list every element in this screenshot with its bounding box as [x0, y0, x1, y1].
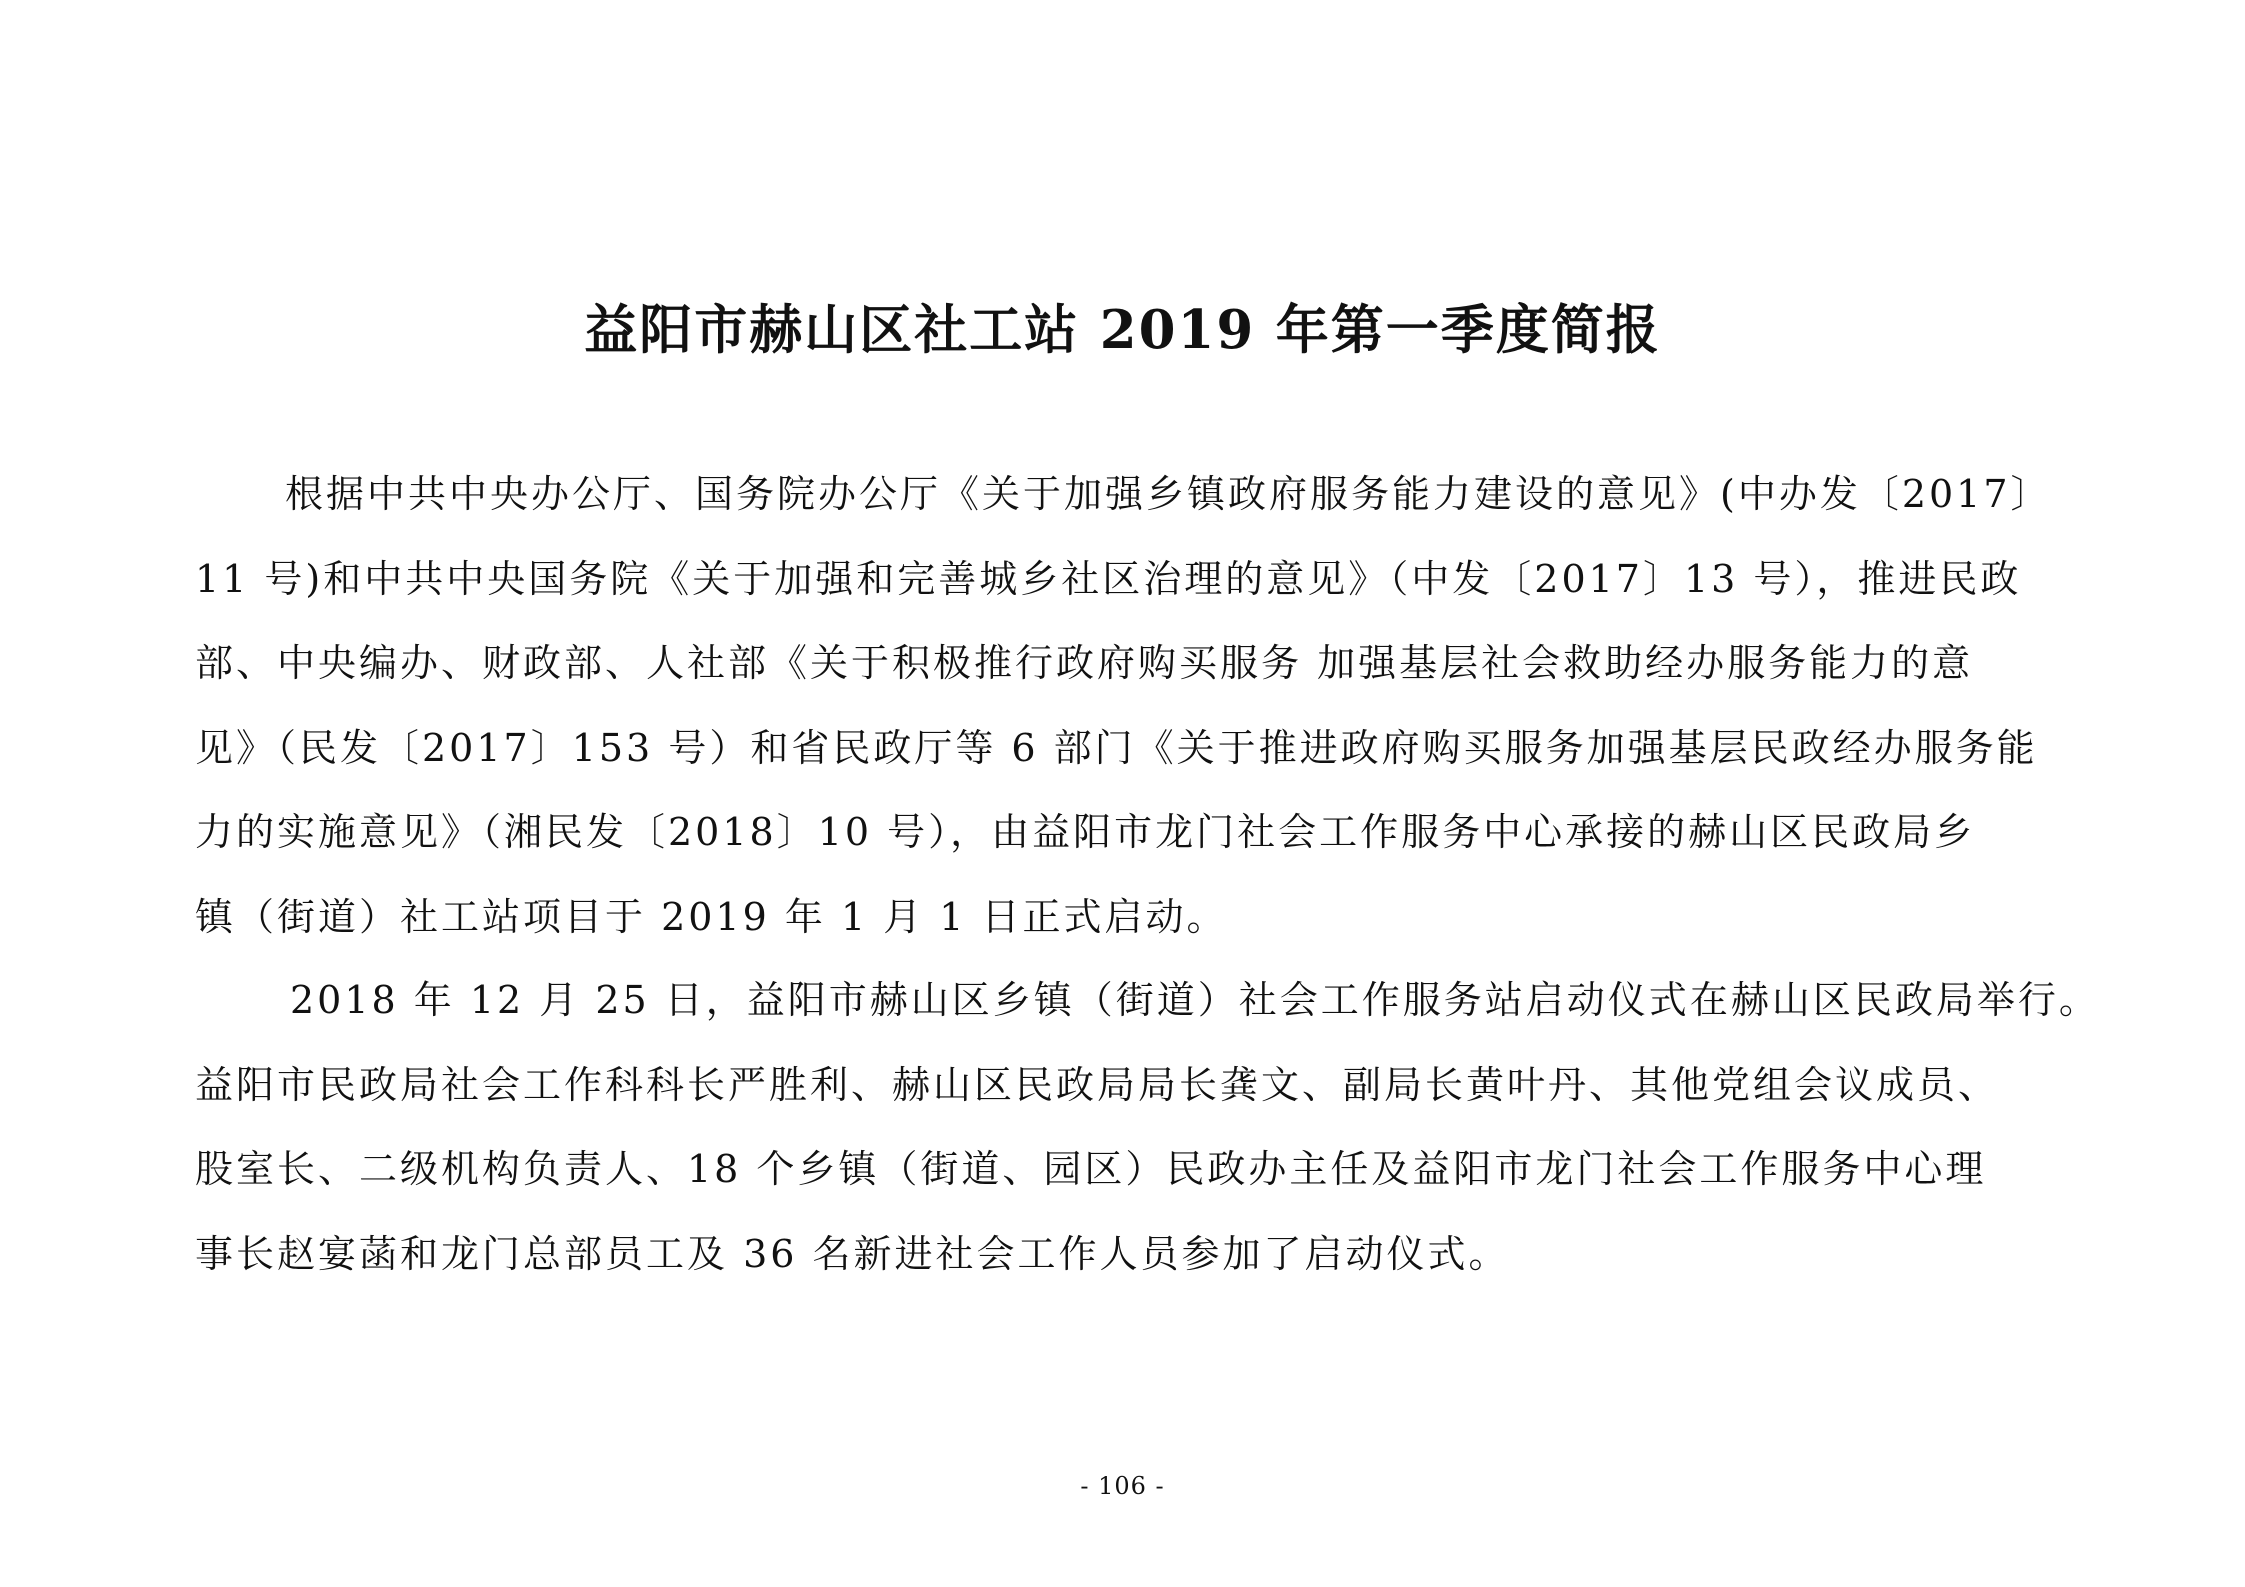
page-number: - 106 - — [1080, 1472, 1165, 1500]
paragraph-2-line-3: 股室长、二级机构负责人、18 个乡镇（街道、园区）民政办主任及益阳市龙门社会工作服务中心理 — [195, 1147, 1987, 1191]
paragraph-2 — [195, 958, 2100, 1296]
paragraph-1-line-3: 部、中央编办、财政部、人社部《关于积极推行政府购买服务 加强基层社会救助经办服务能力的意 — [195, 641, 1974, 685]
paragraph-2-line-2: 益阳市民政局社会工作科科长严胜利、赫山区民政局局长龚文、副局长黄叶丹、其他党组会议成员、 — [195, 1062, 2000, 1107]
paragraph-1-line-4: 见》（民发〔2017〕153 号）和省民政厅等 6 部门《关于推进政府购买服务加强基层民政经办服务能 — [195, 725, 2038, 770]
paragraph-2-line-4: 事长赵宴菡和龙门总部员工及 36 名新进社会工作人员参加了启动仪式。 — [195, 1231, 1510, 1276]
paragraph-1-line-2: 11 号)和中共中央国务院《关于加强和完善城乡社区治理的意见》（中发〔2017〕13 号），推进民政 — [195, 556, 2022, 601]
paragraph-1-line-5: 力的实施意见》（湘民发〔2018〕10 号），由益阳市龙门社会工作服务中心承接的赫山区民政局乡 — [195, 810, 1976, 854]
paragraph-2-line-1: 2018 年 12 月 25 日，益阳市赫山区乡镇（街道）社会工作服务站启动仪式在赫山区民政局举行。 — [290, 978, 2100, 1022]
paragraph-1-line-6: 镇（街道）社工站项目于 2019 年 1 月 1 日正式启动。 — [195, 894, 1228, 939]
paragraph-1 — [195, 452, 2065, 959]
document-title: 益阳市赫山区社工站 2019 年第一季度简报 — [584, 299, 1661, 361]
paragraph-1-line-1: 根据中共中央办公厅、国务院办公厅《关于加强乡镇政府服务能力建设的意见》(中办发〔2017〕 — [285, 472, 2052, 516]
